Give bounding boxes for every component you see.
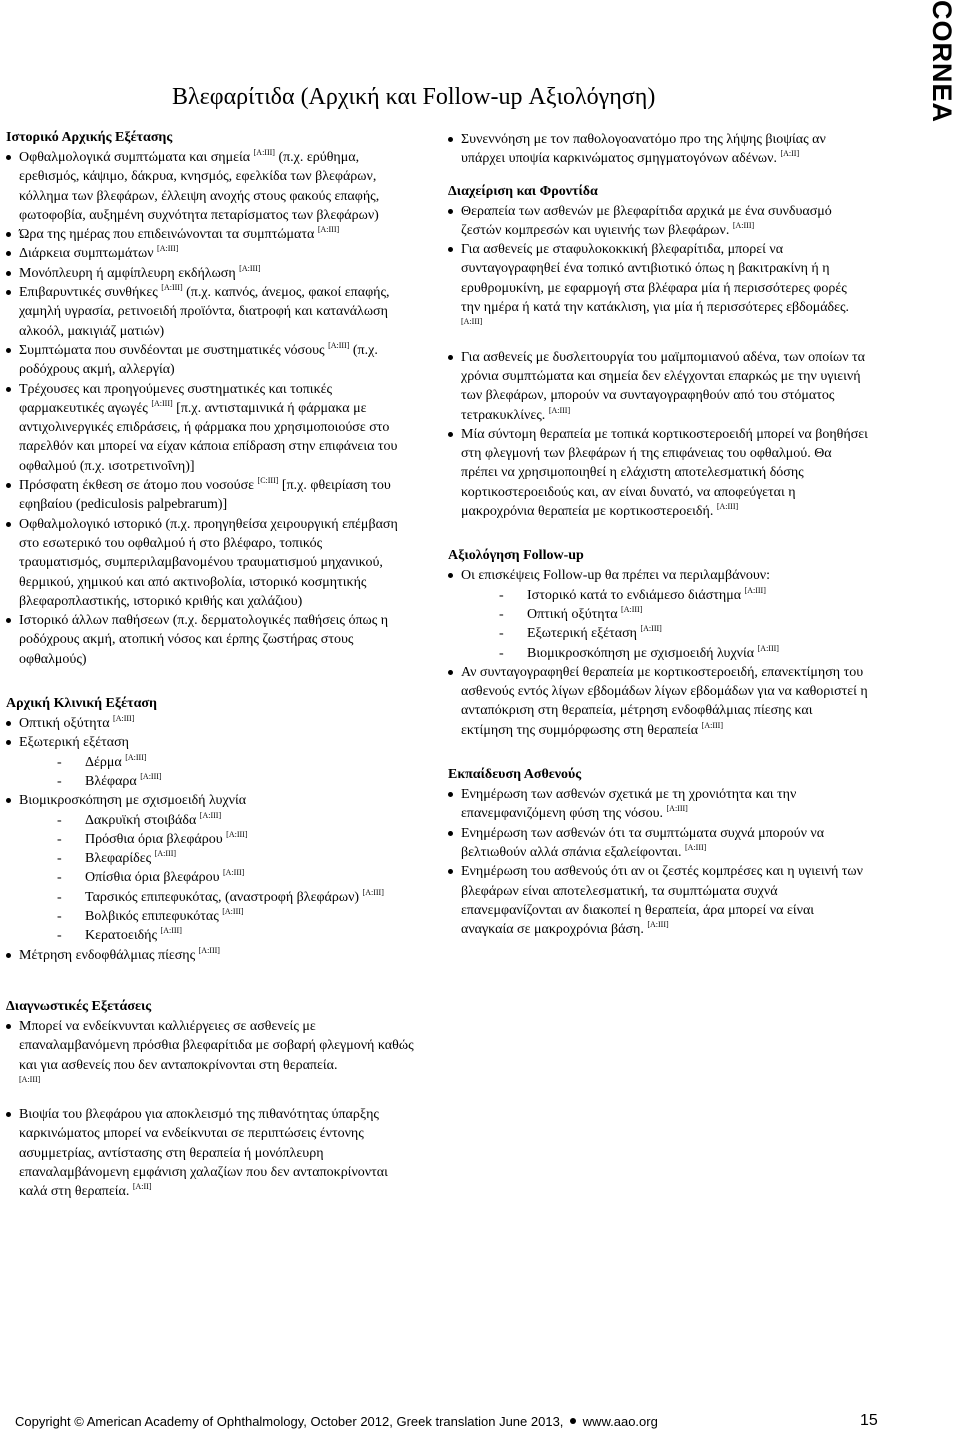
list-item: - Βιομικροσκόπηση με σχισμοειδή λυχνία [A:III] <box>499 644 868 663</box>
management-list <box>448 202 868 522</box>
list-item: Μονόπλευρη ή αμφίπλευρη εκδήλωση [A:III] <box>6 264 406 283</box>
list-item: Ενημέρωση του ασθενούς ότι αν οι ζεστές κομπρέσες και η υγιεινή των βλεφάρων είναι αποτελεσματική, τα συμπτώματα συχνά επανεμφανίζονται αν διακοπεί η θεραπεία, άρα μπορεί να είναι αναγκαία σε μακροχρόνια βάση. [A:III] <box>448 862 868 939</box>
bullet-dot-icon <box>570 1418 576 1424</box>
list-item: Μπορεί να ενδείκνυνται καλλιέργειες σε ασθενείς με επαναλαμβανόμενη πρόσθια βλεφαρίτιδα με σοβαρή φλεγμονή καθώς και για ασθενείς που δεν ανταποκρίνονται στη θεραπεία. [A:III] <box>6 1017 416 1094</box>
list-item: - Εξωτερική εξέταση [A:III] <box>499 624 868 643</box>
list-item: Εξωτερική εξέταση - Δέρμα [A:III] - Βλέφαρα [A:III] <box>6 733 406 791</box>
list-item: Πρόσφατη έκθεση σε άτομο που νοσούσε [C:III] [π.χ. φθειρίαση του εφηβαίου (pediculosis palpebrarum)] <box>6 476 406 515</box>
diagnostics-list <box>6 1017 416 1202</box>
list-item: - Οπτική οξύτητα [A:III] <box>499 605 868 624</box>
list-item: - Βλεφαρίδες [A:III] <box>57 849 406 868</box>
list-item: - Δακρυϊκή στοιβάδα [A:III] <box>57 811 406 830</box>
management-heading: Διαχείριση και Φροντίδα <box>448 183 598 199</box>
list-item: Οφθαλμολογικό ιστορικό (π.χ. προηγηθείσα χειρουργική επέμβαση στο εσωτερικό του οφθαλμού ή στο βλέφαρο, τοπικός τραυματισμός, συμπεριλαμβανομένου τραυματισμού μηχανικού, θερμικού, χημικού και από ακτινοβολία, ιστορικό κοσμητικής βλεφαροπλαστικής, ιστορικό κριθής και χαλάζιου) <box>6 515 406 611</box>
list-item: Βιοψία του βλεφάρου για αποκλεισμό της πιθανότητας ύπαρξης καρκινώματος μπορεί να ενδείκνυται σε περιπτώσεις έντονης ασυμμετρίας, αντίστασης στη θεραπεία ή μονόπλευρη επαναλαμβάνομενη εμφάνιση χαλαζίων που δεν ανταποκρίνονται καλά στη θεραπεία. [A:II] <box>6 1105 416 1201</box>
list-item: - Ιστορικό κατά το ενδιάμεσο διάστημα [A:III] <box>499 586 868 605</box>
list-item: - Ταρσικός επιπεφυκότας, (αναστροφή βλεφάρων) [A:III] <box>57 888 406 907</box>
right-column <box>448 130 868 939</box>
list-item: Διάρκεια συμπτωμάτων [A:III] <box>6 244 406 263</box>
list-item: Ενημέρωση των ασθενών ότι τα συμπτώματα συχνά μπορούν να βελτιωθούν αλλά σπάνια εξαλείφονται. [A:III] <box>448 824 868 863</box>
list-item: Βιομικροσκόπηση με σχισμοειδή λυχνία - Δακρυϊκή στοιβάδα [A:III] - Πρόσθια όρια βλεφάρου [A:III] - Βλεφαρίδες [A:III] - Οπίσθια όρια βλεφάρου [A:III] - Ταρσικός επιπεφυκότας, (αναστροφή βλεφάρων) [A:III] - Βολβικός επιπεφυκότας [A:III] - Κερατοειδής [A:III] <box>6 791 406 945</box>
list-item: - Κερατοειδής [A:III] <box>57 926 406 945</box>
slit-lamp-sublist <box>19 811 406 946</box>
list-item: Τρέχουσες και προηγούμενες συστηματικές και τοπικές φαρμακευτικές αγωγές [A:III] [π.χ. αντισταμινικά ή φάρμακα με αντιχολινεργικές επιδράσεις, ή φάρμακα που χρησιμοποιούσε στο παρελθόν και μπορεί να είχαν κάποια επίδραση στην επιφάνεια του οφθαλμού (π.χ. ισοτρετινοΐνη)] <box>6 380 406 476</box>
list-item: Ενημέρωση των ασθενών σχετικά με τη χρονιότητα και την επανεμφανιζόμενη φύση της νόσου. [A:III] <box>448 785 868 824</box>
followup-list <box>448 566 868 740</box>
list-item: - Βλέφαρα [A:III] <box>57 772 406 791</box>
exam-list <box>6 714 406 965</box>
list-item: Αν συνταγογραφηθεί θεραπεία με κορτικοστεροειδή, επανεκτίμηση του ασθενούς εντός λίγων εβδομάδων λίγων εβδομάδων για να καθοριστεί η ανταπόκριση στη θεραπεία, μέτρηση ενδοφθάλμιας πίεσης και εκτίμηση της συμμόρφωσης στη θεραπεία [A:III] <box>448 663 868 740</box>
list-item: - Βολβικός επιπεφυκότας [A:III] <box>57 907 406 926</box>
page-title: Βλεφαρίτιδα (Αρχική και Follow-up Αξιολόγηση) <box>172 84 656 110</box>
section-tab-cornea: CORNEA <box>927 0 957 124</box>
diagnostics-heading: Διαγνωστικές Εξετάσεις <box>6 999 152 1014</box>
followup-sublist <box>461 586 868 663</box>
education-heading: Εκπαίδευση Ασθενούς <box>448 767 582 783</box>
list-item: Θεραπεία των ασθενών με βλεφαρίτιδα αρχικά με ένα συνδυασμό ζεστών κομπρεσών και υγιεινής των βλεφάρων. [A:III] <box>448 202 868 241</box>
list-item: Επιβαρυντικές συνθήκες [A:III] (π.χ. καπνός, άνεμος, φακοί επαφής, χαμηλή υγρασία, ρετινοειδή προϊόντα, διατροφή και κατανάλωση αλκοόλ, μακιγιάζ ματιών) <box>6 283 406 341</box>
list-item: Μέτρηση ενδοφθάλμιας πίεσης [A:III] <box>6 946 406 965</box>
left-column <box>6 128 406 965</box>
list-item: - Πρόσθια όρια βλεφάρου [A:III] <box>57 830 406 849</box>
list-item: - Δέρμα [A:III] <box>57 753 406 772</box>
footer-copyright: Copyright © American Academy of Ophthalmology, October 2012, Greek translation June 2013, <box>15 1414 564 1429</box>
list-item: Ώρα της ημέρας που επιδεινώνονται τα συμπτώματα [A:III] <box>6 225 406 244</box>
list-item: Για ασθενείς με δυσλειτουργία του μαϊμπομιανού αδένα, των οποίων τα χρόνια συμπτώματα και σημεία δεν ελέγχονται επαρκώς με την υγιεινή των βλεφάρων, μπορούν να συνταγογραφηθούν από του στόματος τετρακυκλίνες. [A:III] <box>448 348 868 425</box>
list-item: Οφθαλμολογικά συμπτώματα και σημεία [A:III] (π.χ. ερύθημα, ερεθισμός, κάψιμο, δάκρυα, κνησμός, εφελκίδα των βλεφάρων, κόλλημα των βλεφάρων, έλλειψη ανοχής στους φακούς επαφής, φωτοφοβία, αυξημένη συχνότητα πεταρίσματος των βλεφάρων) <box>6 148 406 225</box>
list-item: Οπτική οξύτητα [A:III] <box>6 714 406 733</box>
footer-website[interactable]: www.aao.org <box>582 1414 658 1429</box>
history-heading: Ιστορικό Αρχικής Εξέτασης <box>6 130 173 145</box>
page-number: 15 <box>860 1412 878 1429</box>
diagnostics-section <box>6 997 416 1202</box>
exam-heading: Αρχική Κλινική Εξέταση <box>6 696 157 712</box>
followup-heading: Αξιολόγηση Follow-up <box>448 548 584 564</box>
list-item: Ιστορικό άλλων παθήσεων (π.χ. δερματολογικές παθήσεις όπως η ροδόχρους ακμή, ατοπική νόσος και έρπης ζωστήρας στους οφθαλμούς) <box>6 611 406 669</box>
external-exam-sublist <box>19 753 406 792</box>
list-item: Συνεννόηση με τον παθολογοανατόμο προ της λήψης βιοψίας αν υπάρχει υποψία καρκινώματος σμηγματογόνων αδένων. [A:II] <box>448 130 868 169</box>
list-item: Μία σύντομη θεραπεία με τοπικά κορτικοστεροειδή μπορεί να βοηθήσει στη φλεγμονή των βλεφάρων ή της επιφάνειας του οφθαλμού. Θα πρέπει να χρησιμοποιηθεί η ελάχιστη αποτελεσματική δόσης κορτικοστεροειδούς και, αν είναι δυνατό, να αποφεύγεται η μακροχρόνια θεραπεία με κορτικοστεροειδή. [A:III] <box>448 425 868 521</box>
history-list <box>6 148 406 669</box>
biopsy-note-list <box>448 130 868 169</box>
list-item: Οι επισκέψεις Follow-up θα πρέπει να περιλαμβάνουν: - Ιστορικό κατά το ενδιάμεσο διάστημα [A:III] - Οπτική οξύτητα [A:III] - Εξωτερική εξέταση [A:III] - Βιομικροσκόπηση με σχισμοειδή λυχνία [A:III] <box>448 566 868 662</box>
list-item: Συμπτώματα που συνδέονται με συστηματικές νόσους [A:III] (π.χ. ροδόχρους ακμή, αλλεργία) <box>6 341 406 380</box>
list-item: - Οπίσθια όρια βλεφάρου [A:III] <box>57 868 406 887</box>
page-footer <box>15 1414 885 1429</box>
list-item: Για ασθενείς με σταφυλοκοκκική βλεφαρίτιδα, μπορεί να συνταγογραφηθεί ένα τοπικό αντιβιοτικό όπως η βακιτρακίνη ή η ερυθρομυκίνη, με εφαρμογή στα βλέφαρα μία ή περισσότερες φορές την ημέρα ή κατά την κατάκλιση, για μία ή περισσότερες εβδομάδες. [A:III] <box>448 240 868 336</box>
education-list <box>448 785 868 939</box>
